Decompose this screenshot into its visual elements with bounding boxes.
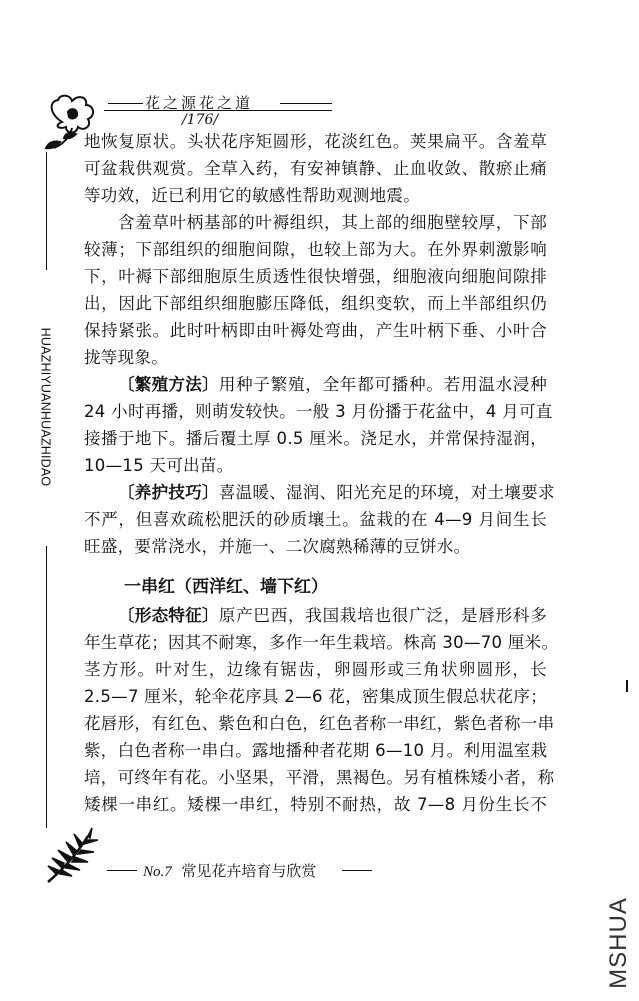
watermark	[605, 890, 633, 995]
footer-text: 常见花卉培育与欣赏	[181, 862, 317, 880]
text-line-rest: 用种子繁殖，全年都可播种。若用温水浸种	[218, 375, 547, 394]
text-line-rest: 喜温暖、湿润、阳光充足的环境，对土壤要求	[218, 483, 555, 502]
text-line: 10—15 天可出苗。	[84, 456, 234, 475]
text-line: 矮棵一串红。矮棵一串红，特别不耐热，故 7—8 月份生长不	[84, 795, 547, 814]
header-underline	[104, 110, 332, 111]
text-line: 紫，白色者称一串白。露地播种者花期 6—10 月。利用温室栽	[84, 741, 548, 760]
footer-caption	[143, 860, 316, 881]
header-title: 花之源花之道	[145, 94, 254, 112]
label-features: 〔形态特征〕	[118, 606, 219, 625]
text-line: 含羞草叶柄基部的叶褥组织，其上部的细胞壁较厚，下部	[118, 213, 547, 232]
text-line: 2.5—7 厘米，轮伞花序具 2—6 花，密集成顶生假总状花序；	[84, 687, 547, 706]
text-line-features	[118, 604, 547, 628]
margin-mark	[626, 680, 628, 692]
label-care: 〔养护技巧〕	[118, 483, 219, 502]
watermark-text: MSHUA	[605, 896, 633, 989]
text-line: 等功效，近已利用它的敏感性帮助观测地震。	[84, 186, 420, 205]
text-line: 旺盛，要常浇水，并施一、二次腐熟稀薄的豆饼水。	[84, 537, 471, 556]
text-line: 茎方形。叶对生，边缘有锯齿，卵圆形或三角状卵圆形，长	[84, 660, 547, 679]
header-rule-left	[108, 103, 143, 104]
text-line: 培，可终年有花。小坚果，平滑，黑褐色。另有植株矮小者，称	[84, 768, 555, 787]
text-line: 下，叶褥下部细胞原生质透性很快增强，细胞液向细胞间隙排	[84, 267, 547, 286]
text-line: 年生草花；因其不耐寒，多作一年生栽培。株高 30—70 厘米。	[84, 633, 559, 652]
text-line: 接播于地下。播后覆土厚 0.5 厘米。浇足水，并常保持湿润，	[84, 429, 547, 448]
text-line: 出，因此下部组织细胞膨压降低，组织变软，而上半部组织仍	[84, 294, 547, 313]
section-title: 一串红（西洋红、墙下红）	[124, 577, 328, 597]
text-line-care	[118, 481, 555, 505]
page-number: /176/	[182, 112, 219, 128]
label-propagation: 〔繁殖方法〕	[118, 375, 219, 394]
side-rule-bottom	[46, 546, 47, 828]
text-line-propagation	[118, 373, 547, 397]
text-line: 保持紧张。此时叶柄即由叶褥处弯曲，产生叶柄下垂、小叶合	[84, 321, 547, 340]
text-line: 地恢复原状。头状花序矩圆形，花淡红色。荚果扁平。含羞草	[84, 132, 547, 151]
text-line: 可盆栽供观赏。全草入药，有安神镇静、止血收敛、散瘀止痛	[84, 159, 547, 178]
side-running-title	[27, 272, 63, 542]
text-line: 24 小时再播，则萌发较快。一般 3 月份播于花盆中，4 月可直	[84, 402, 553, 421]
footer-rule-left	[107, 870, 137, 871]
text-line-rest: 原产巴西，我国栽培也很广泛，是唇形科多	[218, 606, 547, 625]
footer-rule-right	[342, 870, 372, 871]
leaf-ornament-icon	[44, 826, 110, 884]
side-running-title-text: HUAZHIYUANHUAZHIDAO	[38, 327, 53, 487]
text-line: 花唇形，有红色、紫色和白色，红色者称一串红，紫色者称一串	[84, 714, 555, 733]
text-line: 不严，但喜欢疏松肥沃的砂质壤土。盆栽的在 4—9 月间生长	[84, 510, 547, 529]
header-rule-right	[280, 103, 332, 104]
side-rule-top	[46, 152, 47, 270]
footer-chapter: No.7	[143, 864, 172, 880]
text-line: 拢等现象。	[84, 348, 168, 367]
text-line: 较薄；下部组织的细胞间隙，也较上部为大。在外界刺激影响	[84, 240, 547, 259]
